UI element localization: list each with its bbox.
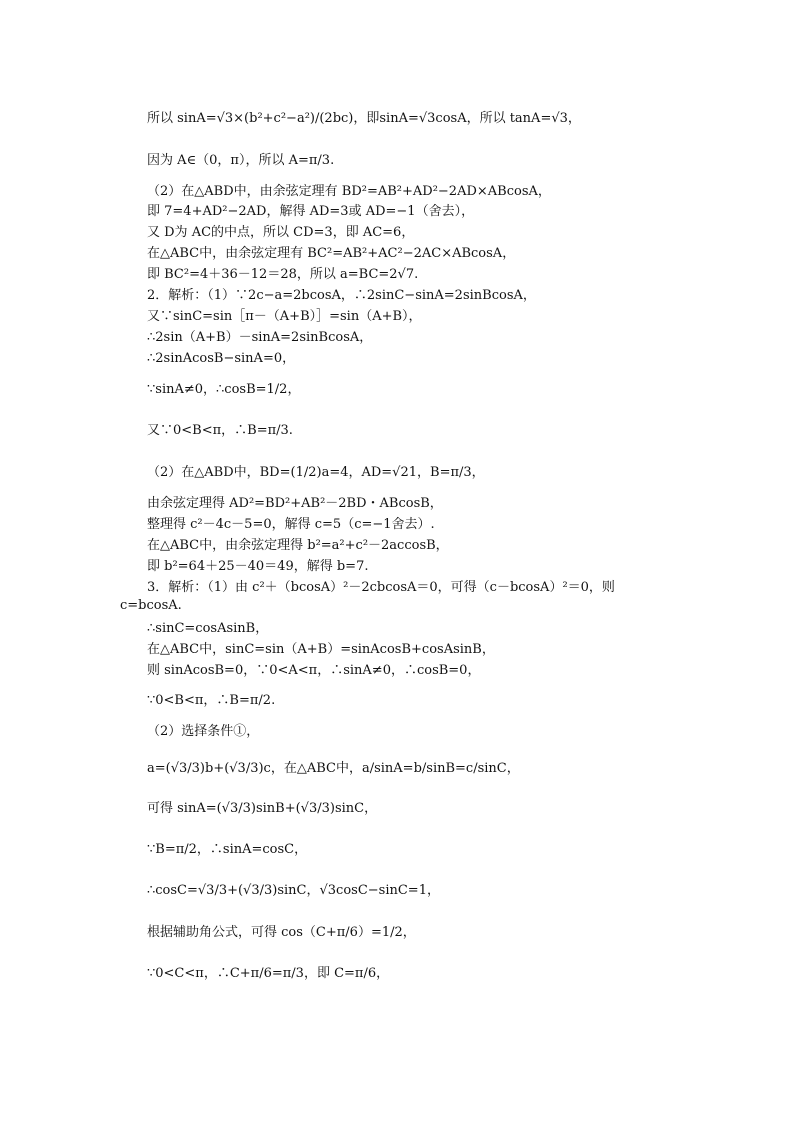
line-text: 又∵0<B<π，∴B=π/3. [147,423,293,438]
text-line [147,287,536,305]
line-text: 3．解析：（1）由 c²＋（bcosA）²－2cbcosA＝0，可得（c－bcosA）²＝0，则 c=bcosA. [120,580,615,613]
line-text: 又 D为 AC的中点，所以 CD=3，即 AC=6， [147,225,415,240]
line-text: 整理得 c²－4c－5=0，解得 c=5（c=−1舍去）. [147,517,435,532]
text-line [147,110,581,128]
line-text: 在△ABC中，由余弦定理得 b²=a²+c²－2accosB， [147,538,449,553]
text-line [147,203,474,221]
text-line [147,965,389,983]
line-text: （2）在△ABD中，由余弦定理有 BD²=AB²+AD²−2AD×ABcosA， [147,184,551,199]
line-text: 即 b²=64＋25－40＝49，解得 b=7. [147,559,369,574]
line-text: 由余弦定理得 AD²=BD²+AB²－2BD・ABcosB， [147,496,443,511]
text-line [147,692,275,710]
text-line [120,579,679,615]
text-line [147,308,422,326]
line-text: ∴sinC=cosAsinB， [147,621,269,636]
line-text: 则 sinAcosB=0，∵0<A<π，∴sinA≠0，∴cosB=0， [147,663,481,678]
text-line [147,558,368,576]
line-text: 根据辅助角公式，可得 cos（C+π/6）=1/2， [147,925,416,940]
line-text: 在△ABC中，由余弦定理有 BC²=AB²+AC²−2AC×ABcosA， [147,246,516,261]
text-line [147,723,259,741]
text-line [147,464,485,482]
text-line [147,350,295,368]
line-text: 在△ABC中，sinC=sin（A+B）=sinAcosB+cosAsinB， [147,642,495,657]
line-text: 即 BC²=4＋36－12＝28，所以 a=BC=2√7. [147,267,419,282]
line-text: ∵B=π/2，∴sinA=cosC， [147,842,308,857]
line-text: 即 7=4+AD²−2AD，解得 AD=3或 AD=−1（舍去）， [147,204,475,219]
text-line [147,800,377,818]
text-line [147,662,480,680]
text-line [147,924,416,942]
line-text: ∵sinA≠0，∴cosB=1/2， [147,382,301,397]
text-line [147,841,307,859]
line-text: 因为 A∈（0，π），所以 A=π/3. [147,153,335,168]
text-line [147,537,449,555]
text-line [147,495,443,513]
line-text: a=(√3/3)b+(√3/3)c，在△ABC中，a/sinA=b/sinB=c/sinC， [147,761,520,776]
line-text: （2）在△ABD中，BD=(1/2)a=4，AD=√21，B=π/3， [147,465,485,480]
line-text: ∵0<C<π，∴C+π/6=π/3，即 C=π/6， [147,966,390,981]
text-line [147,422,293,440]
text-line [147,266,418,284]
text-line [147,329,372,347]
line-text: ∴2sinAcosB−sinA=0， [147,351,296,366]
line-text: 可得 sinA=(√3/3)sinB+(√3/3)sinC， [147,801,378,816]
line-text: 2．解析：（1）∵2c−a=2bcosA，∴2sinC−sinA=2sinBcosA， [147,288,536,303]
text-line [147,224,414,242]
line-text: 所以 sinA=√3×(b²+c²−a²)/(2bc)，即sinA=√3cosA，所以 tanA=√3， [147,111,581,126]
text-line [147,641,495,659]
line-text: ∴2sin（A+B）－sinA=2sinBcosA， [147,330,373,345]
text-line [147,183,551,201]
text-line [147,245,515,263]
line-text: ∵0<B<π，∴B=π/2. [147,693,276,708]
text-line [147,516,435,534]
text-line [147,152,334,170]
line-text: （2）选择条件①， [147,724,260,739]
text-line [147,381,300,399]
line-text: 又∵sinC=sin［π－（A+B）］=sin（A+B）， [147,309,422,324]
text-line [147,882,440,900]
line-text: ∴cosC=√3/3+(√3/3)sinC，√3cosC−sinC=1， [147,883,440,898]
text-line [147,760,520,778]
text-line [147,620,268,638]
